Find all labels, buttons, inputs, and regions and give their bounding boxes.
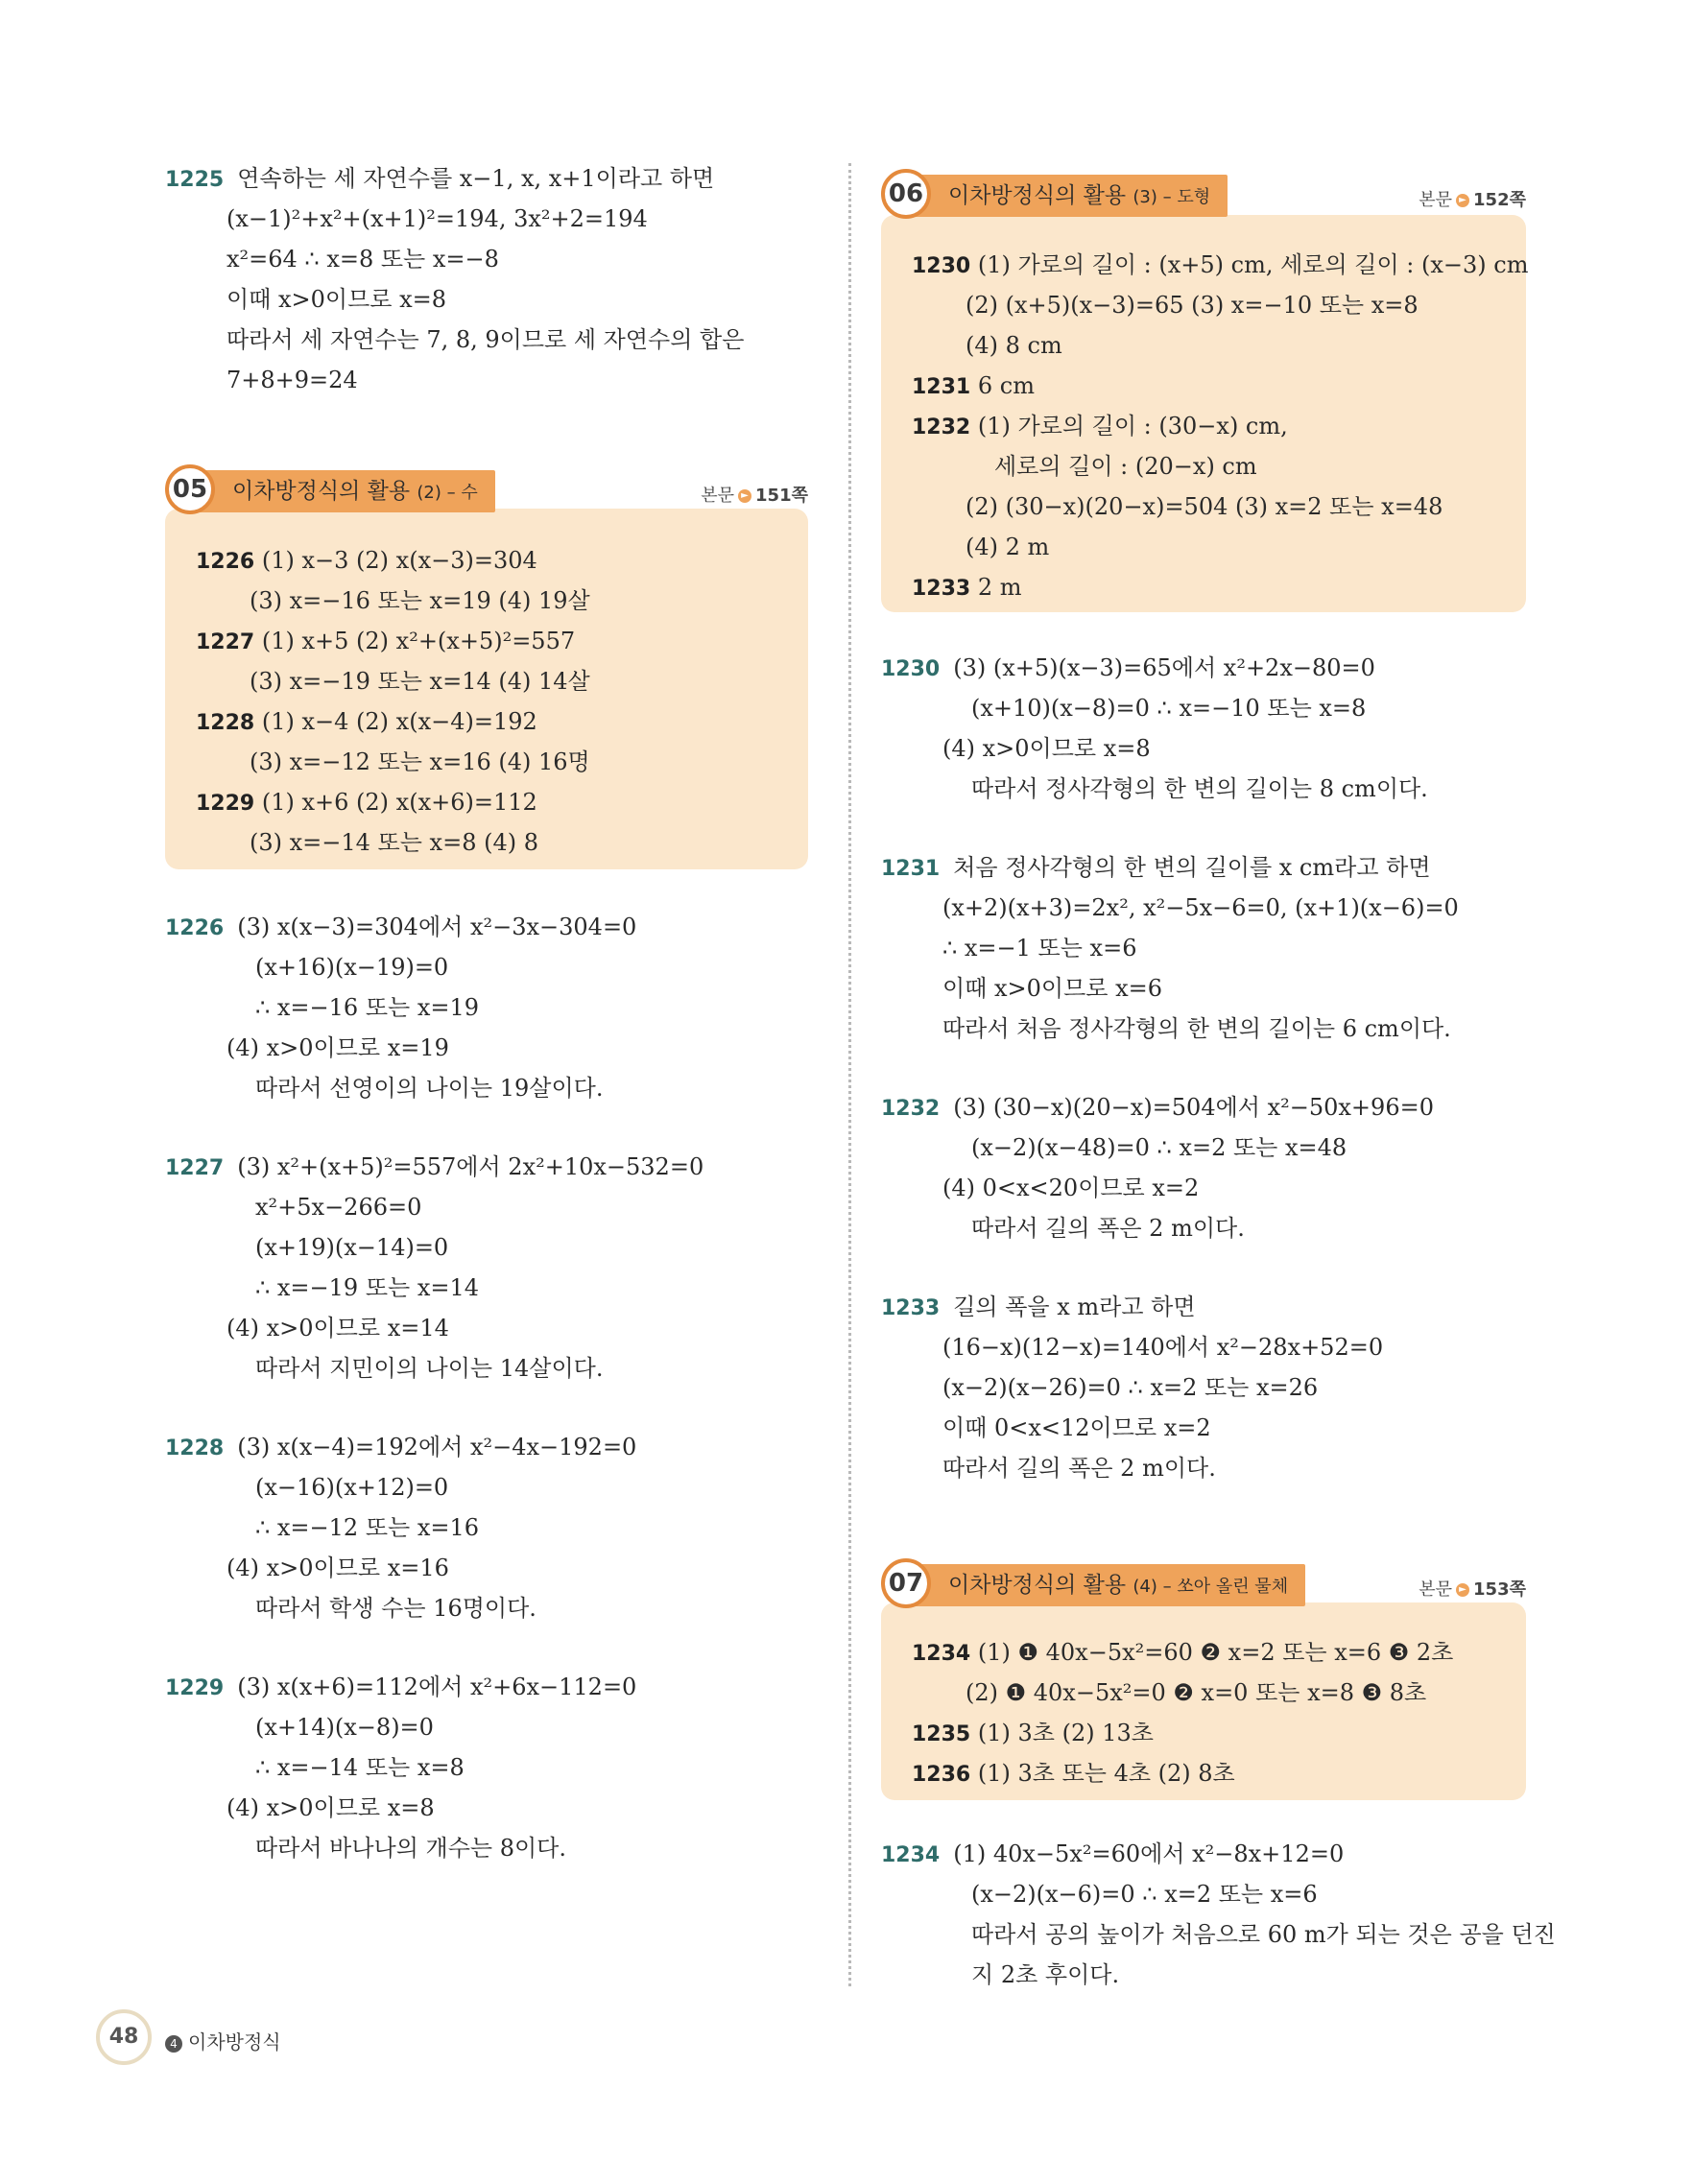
solution-line: (4) 0<x<20이므로 x=2 [942,1175,1200,1201]
solution-line: 이때 0<x<12이므로 x=2 [942,1414,1211,1441]
solution-line: 7+8+9=24 [227,367,358,393]
answer-text: (1) x−3 (2) x(x−3)=304 [261,547,537,574]
section-reference: 본문 ► 153쪽 [1419,1579,1526,1600]
solution-line: 길의 폭을 x m라고 하면 [953,1294,1196,1320]
solution-line: (3) x²+(x+5)²=557에서 2x²+10x−532=0 [237,1153,704,1180]
answer-text: 2 m [977,574,1022,601]
solution-line: ∴ x=−1 또는 x=6 [942,935,1137,961]
problem-number: 1230 [881,657,941,681]
problem-number: 1228 [165,1436,225,1460]
answer-text: (3) x=−14 또는 x=8 (4) 8 [250,829,538,856]
problem-number: 1225 [165,168,225,192]
arrow-right-icon: ► [1456,1583,1469,1597]
section-title: 이차방정식의 활용 (2) – 수 [198,470,495,512]
solution-line: 연속하는 세 자연수를 x−1, x, x+1이라고 하면 [237,165,715,192]
answer-text: (3) x=−12 또는 x=16 (4) 16명 [250,748,590,775]
answer-text: (1) 3초 (2) 13초 [977,1720,1154,1746]
answer-text: (3) x=−19 또는 x=14 (4) 14살 [250,668,590,695]
solution-line: 따라서 길의 폭은 2 m이다. [971,1215,1245,1242]
problem-number: 1229 [165,1676,225,1700]
solution-line: (1) 40x−5x²=60에서 x²−8x+12=0 [953,1840,1345,1867]
answer-number: 1227 [196,630,255,654]
answer-text: (2) (30−x)(20−x)=504 (3) x=2 또는 x=48 [966,493,1443,520]
solution-line: 따라서 공의 높이가 처음으로 60 m가 되는 것은 공을 던진 [971,1921,1556,1948]
column-divider [848,163,851,1986]
answer-number: 1228 [196,711,255,735]
section-header-05 [165,464,808,520]
solution-line: (x+14)(x−8)=0 [255,1714,434,1741]
answer-text: (3) x=−16 또는 x=19 (4) 19살 [250,587,590,614]
section-number-badge: 05 [165,464,215,514]
solution-line: (x−2)(x−48)=0 ∴ x=2 또는 x=48 [971,1134,1347,1161]
solution-line: (x+10)(x−8)=0 ∴ x=−10 또는 x=8 [971,695,1367,722]
section-title: 이차방정식의 활용 (4) – 쏘아 올린 물체 [914,1564,1305,1606]
answer-text: 6 cm [977,372,1035,399]
answer-number: 1236 [912,1763,971,1787]
answer-text: (1) 가로의 길이 : (x+5) cm, 세로의 길이 : (x−3) cm [977,251,1529,278]
answer-text: (4) 8 cm [966,332,1062,359]
page-number: 48 [96,2009,152,2065]
solution-line: (4) x>0이므로 x=16 [227,1555,449,1581]
chapter-label [165,2027,281,2054]
answer-text: (2) (x+5)(x−3)=65 (3) x=−10 또는 x=8 [966,292,1419,319]
solution-line: (3) x(x−4)=192에서 x²−4x−192=0 [237,1434,637,1460]
answer-text: (1) 가로의 길이 : (30−x) cm, [977,413,1288,439]
solution-line: (4) x>0이므로 x=19 [227,1034,449,1061]
section-number-badge: 06 [881,169,931,219]
problem-number: 1227 [165,1156,225,1180]
answer-number: 1232 [912,415,971,439]
solution-line: x²+5x−266=0 [255,1194,422,1221]
solution-line: (4) x>0이므로 x=8 [942,735,1151,762]
chapter-number-icon: 4 [165,2035,182,2053]
solution-line: (16−x)(12−x)=140에서 x²−28x+52=0 [942,1334,1384,1361]
solution-line: (3) (30−x)(20−x)=504에서 x²−50x+96=0 [953,1094,1434,1121]
section-reference: 본문 ► 152쪽 [1419,190,1526,210]
solution-line: 따라서 정사각형의 한 변의 길이는 8 cm이다. [971,775,1428,802]
problem-number: 1231 [881,857,941,881]
answer-text: (1) x+5 (2) x²+(x+5)²=557 [261,628,576,654]
answer-text: (4) 2 m [966,534,1050,560]
solution-line: (x−1)²+x²+(x+1)²=194, 3x²+2=194 [227,205,648,232]
solution-line: 따라서 세 자연수는 7, 8, 9이므로 세 자연수의 합은 [227,326,745,353]
arrow-right-icon: ► [738,489,751,503]
answer-text: (1) ❶ 40x−5x²=60 ❷ x=2 또는 x=6 ❸ 2초 [977,1639,1454,1666]
problem-number: 1226 [165,916,225,940]
solution-line: (x−2)(x−6)=0 ∴ x=2 또는 x=6 [971,1881,1318,1908]
answer-text: (1) 3초 또는 4초 (2) 8초 [977,1760,1235,1787]
solution-line: (x+16)(x−19)=0 [255,954,449,981]
solution-line: (3) x(x+6)=112에서 x²+6x−112=0 [237,1674,637,1700]
answer-number: 1235 [912,1722,971,1746]
answer-text: 세로의 길이 : (20−x) cm [994,453,1257,480]
solution-line: (x+2)(x+3)=2x², x²−5x−6=0, (x+1)(x−6)=0 [942,894,1459,921]
answer-number: 1230 [912,254,971,278]
section-header-06 [881,169,1526,225]
solution-line: (3) (x+5)(x−3)=65에서 x²+2x−80=0 [953,654,1375,681]
answer-number: 1234 [912,1642,971,1666]
problem-number: 1234 [881,1843,941,1867]
section-number-badge: 07 [881,1558,931,1608]
section-reference: 본문 ► 151쪽 [701,486,808,506]
solution-line: (4) x>0이므로 x=8 [227,1794,435,1821]
answer-number: 1226 [196,550,255,574]
arrow-right-icon: ► [1456,194,1469,207]
solution-line: 따라서 바나나의 개수는 8이다. [255,1835,566,1862]
problem-number: 1233 [881,1296,941,1320]
solution-line: ∴ x=−16 또는 x=19 [255,994,480,1021]
solution-line: 따라서 선영이의 나이는 19살이다. [255,1075,604,1102]
answer-text: (2) ❶ 40x−5x²=0 ❷ x=0 또는 x=8 ❸ 8초 [966,1679,1427,1706]
solution-line: (3) x(x−3)=304에서 x²−3x−304=0 [237,914,637,940]
section-header-07 [881,1558,1526,1614]
section-title: 이차방정식의 활용 (3) – 도형 [914,175,1228,217]
problem-number: 1232 [881,1097,941,1121]
solution-line: ∴ x=−14 또는 x=8 [255,1754,465,1781]
solution-line: 이때 x>0이므로 x=6 [942,975,1163,1002]
answer-number: 1231 [912,375,971,399]
answer-number: 1233 [912,577,971,601]
solution-line: x²=64 ∴ x=8 또는 x=−8 [227,246,499,273]
solution-line: ∴ x=−19 또는 x=14 [255,1274,480,1301]
answer-number: 1229 [196,792,255,816]
solution-line: (4) x>0이므로 x=14 [227,1315,449,1341]
solution-line: 따라서 지민이의 나이는 14살이다. [255,1355,604,1382]
solution-line: (x−2)(x−26)=0 ∴ x=2 또는 x=26 [942,1374,1319,1401]
solution-line: ∴ x=−12 또는 x=16 [255,1514,480,1541]
solution-line: (x−16)(x+12)=0 [255,1474,449,1501]
solution-line: 지 2초 후이다. [971,1961,1120,1988]
solution-line: 따라서 학생 수는 16명이다. [255,1595,537,1622]
chapter-title: 이차방정식 [188,2030,281,2053]
solution-line: 따라서 길의 폭은 2 m이다. [942,1455,1216,1482]
answer-text: (1) x+6 (2) x(x+6)=112 [261,789,537,816]
answer-text: (1) x−4 (2) x(x−4)=192 [261,708,537,735]
solution-line: 따라서 처음 정사각형의 한 변의 길이는 6 cm이다. [942,1015,1451,1042]
solution-line: 이때 x>0이므로 x=8 [227,286,447,313]
solution-line: 처음 정사각형의 한 변의 길이를 x cm라고 하면 [953,854,1431,881]
solution-line: (x+19)(x−14)=0 [255,1234,449,1261]
